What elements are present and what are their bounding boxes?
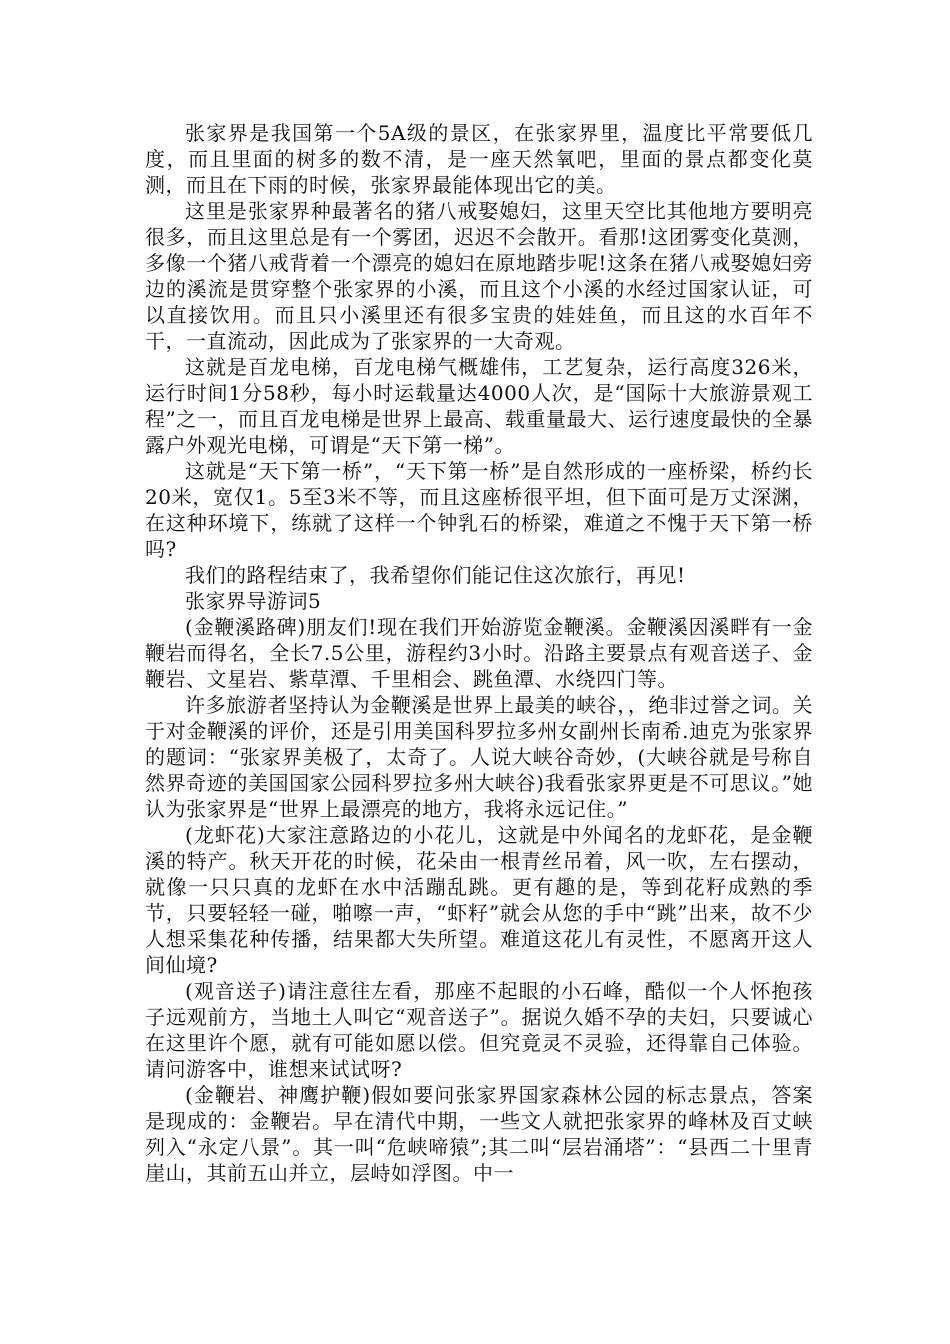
paragraph-jinbianxi-intro: (金鞭溪路碑)朋友们!现在我们开始游览金鞭溪。金鞭溪因溪畔有一金鞭岩而得名，全长7.5公里，游程约3小时。沿路主要景点有观音送子、金鞭岩、文星岩、紫草潭、千里相会、跳鱼潭、水绕四门等。	[145, 615, 813, 691]
paragraph-jinbian-rock: (金鞭岩、神鹰护鞭)假如要问张家界国家森林公园的标志景点，答案是现成的：金鞭岩。早在清代中期，一些文人就把张家界的峰林及百丈峡列入“永定八景”。其一叫“危峡啼猿”;其二叫“层岩涌塔”：“县西二十里青崖山，其前五山并立，层峙如浮图。中一	[145, 1083, 813, 1185]
paragraph-bailong-elevator: 这就是百龙电梯，百龙电梯气概雄伟，工艺复杂，运行高度326米，运行时间1分58秒，每小时运载量达4000人次，是“国际十大旅游景观工程”之一，而且百龙电梯是世界上最高、载重量最大、运行速度最快的全暴露户外观光电梯，可谓是“天下第一梯”。	[145, 355, 813, 457]
section-heading: 张家界导游词5	[185, 589, 322, 613]
paragraph-farewell: 我们的路程结束了，我希望你们能记住这次旅行，再见!	[185, 563, 686, 587]
paragraph-zhangjiajie-intro: 张家界是我国第一个5A级的景区，在张家界里，温度比平常要低几度，而且里面的树多的数不清，是一座天然氧吧，里面的景点都变化莫测，而且在下雨的时候，张家界最能体现出它的美。	[145, 121, 813, 197]
paragraph-jinbianxi-praise: 许多旅游者坚持认为金鞭溪是世界上最美的峡谷，，绝非过誉之词。关于对金鞭溪的评价，还是引用美国科罗拉多州女副州长南希.迪克为张家界的题词：“张家界美极了，太奇了。人说大峡谷奇妙，(大峡谷就是号称自然界奇迹的美国国家公园科罗拉多州大峡谷)我看张家界更是不可思议。”她认为张家界是“世界上最漂亮的地方，我将永远记住。”	[145, 693, 813, 821]
document-body	[145, 120, 813, 1186]
paragraph-guanyin: (观音送子)请注意往左看，那座不起眼的小石峰，酷似一个人怀抱孩子远观前方，当地土人叫它“观音送子”。据说久婚不孕的夫妇，只要诚心在这里许个愿，就有可能如愿以偿。但究竟灵不灵验，还得靠自己体验。请问游客中，谁想来试试呀?	[145, 979, 813, 1081]
paragraph-first-bridge: 这就是“天下第一桥”，“天下第一桥”是自然形成的一座桥梁，桥约长20米，宽仅1。5至3米不等，而且这座桥很平坦，但下面可是万丈深渊，在这种环境下，练就了这样一个钟乳石的桥梁，难道之不愧于天下第一桥吗?	[145, 459, 813, 561]
paragraph-zhubajie: 这里是张家界种最著名的猪八戒娶媳妇，这里天空比其他地方要明亮很多，而且这里总是有一个雾团，迟迟不会散开。看那!这团雾变化莫测，多像一个猪八戒背着一个漂亮的媳妇在原地踏步呢!这条在猪八戒娶媳妇旁边的溪流是贯穿整个张家界的小溪，而且这个小溪的水经过国家认证，可以直接饮用。而且只小溪里还有很多宝贵的娃娃鱼，而且这的水百年不干，一直流动，因此成为了张家界的一大奇观。	[145, 199, 813, 353]
paragraph-lobster-flower: (龙虾花)大家注意路边的小花儿，这就是中外闻名的龙虾花，是金鞭溪的特产。秋天开花的时候，花朵由一根青丝吊着，风一吹，左右摆动，就像一只只真的龙虾在水中活蹦乱跳。更有趣的是，等到花籽成熟的季节，只要轻轻一碰，啪嚓一声，“虾籽”就会从您的手中“跳”出来，故不少人想采集花种传播，结果都大失所望。难道这花儿有灵性，不愿离开这人间仙境?	[145, 823, 813, 977]
